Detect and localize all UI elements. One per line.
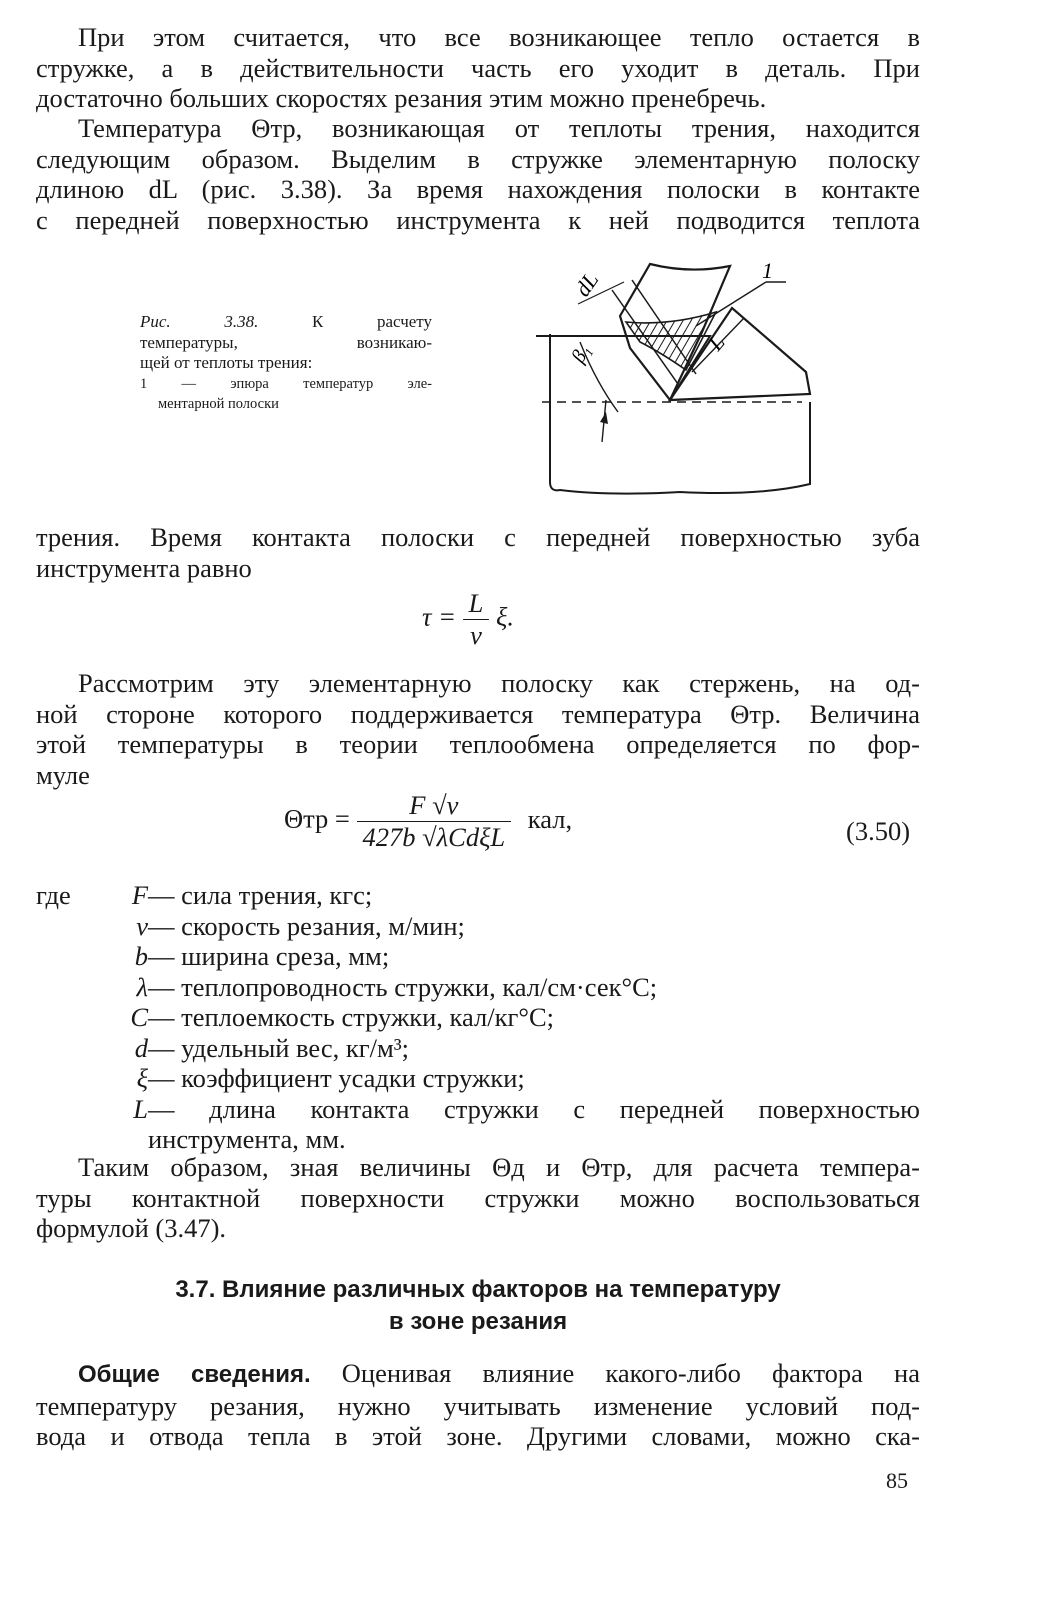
definition-row [36, 941, 920, 972]
definition-row [36, 880, 920, 911]
definition-text: — коэффициент усадки стружки; [148, 1063, 525, 1093]
text-line: следующим образом. Выделим в стружке элементарную полоску [36, 143, 920, 174]
label-1: 1 [762, 258, 773, 283]
definition-row [36, 1033, 920, 1064]
formula-lhs: Θтр = [284, 803, 350, 834]
formula-denominator: v [470, 620, 482, 650]
formula-rhs: ξ. [496, 601, 514, 632]
definition-text: — сила трения, кгс; [148, 880, 373, 910]
equation-number: (3.50) [846, 816, 911, 846]
text-line: Рассмотрим эту элементарную полоску как стержень, на од- [78, 668, 920, 698]
text-line: Оценивая влияние какого-либо фактора на [341, 1358, 920, 1388]
paragraph-6 [36, 1358, 920, 1452]
text-line: Температура Θтр, возникающая от теплоты трения, находится [78, 113, 920, 143]
definition-symbol: L [133, 1093, 148, 1124]
definition-symbol [36, 1124, 148, 1155]
heading-line: 3.7. Влияние различных факторов на температуру [175, 1276, 781, 1303]
formula-denominator: 427b √λCdξL [362, 822, 506, 852]
paragraph-5 [36, 1152, 920, 1244]
definition-row [36, 1124, 920, 1155]
text-line: температуру резания, нужно учитывать изменение условий под- [36, 1390, 920, 1421]
paragraph-2 [36, 113, 920, 235]
definition-symbol: v [136, 910, 148, 941]
text-line: стружке, а в действительности часть его уходит в деталь. При [36, 52, 920, 83]
definitions-list [36, 880, 920, 1155]
text-line: ной стороне которого поддерживается температура Θтр. Величина [36, 698, 920, 729]
formula-numerator: L [468, 588, 484, 618]
definition-row [36, 911, 920, 942]
formula-lhs: τ = [422, 601, 456, 632]
text-line: вода и отвода тепла в этой зоне. Другими словами, можно ска- [36, 1421, 920, 1451]
text-line: формулой (3.47). [36, 1213, 227, 1243]
text-line: муле [36, 759, 90, 790]
paragraph-4 [36, 668, 920, 790]
formula-theta [284, 790, 572, 853]
definitions-intro: где [36, 880, 71, 910]
definition-symbol: C [130, 1002, 148, 1032]
text-line: туры контактной поверхности стружки можно воспользоваться [36, 1182, 920, 1213]
paragraph-1 [36, 22, 920, 114]
label-beta: β₁ [567, 340, 595, 367]
definition-symbol: ξ [136, 1063, 148, 1093]
figure-ref: Рис. 3.38. [140, 312, 259, 331]
caption-line: К расчету [311, 312, 432, 331]
definition-symbol: λ [136, 971, 148, 1002]
figure-caption [140, 312, 432, 415]
definition-text: — теплопроводность стружки, кал/см·сек°С; [148, 971, 658, 1002]
definition-text: инструмента, мм. [148, 1124, 346, 1154]
chip-contact-figure [520, 252, 820, 500]
leader-line [696, 282, 766, 326]
lead-in: Общие сведения. [78, 1361, 311, 1388]
text-line: трения. Время контакта полоски с передней поверхностью зуба [36, 522, 920, 552]
legend-line: 1 — эпюра температур эле- [140, 375, 432, 392]
definition-row [36, 1063, 920, 1094]
text-line: При этом считается, что все возникающее тепло остается в [78, 22, 920, 52]
label-dL: dL [569, 267, 604, 301]
page-number: 85 [886, 1468, 908, 1493]
definition-text: — удельный вес, кг/м³; [148, 1032, 410, 1063]
paragraph-3 [36, 522, 920, 583]
section-heading [36, 1274, 920, 1338]
formula-tau [422, 588, 514, 651]
text-line: с передней поверхностью инструмента к ней подводится теплота [36, 204, 920, 235]
formula-numerator: F √v [409, 790, 459, 820]
caption-line: щей от теплоты трения: [140, 353, 313, 372]
definition-row [36, 972, 920, 1003]
text-line: этой температуры в теории теплообмена определяется по фор- [36, 729, 920, 759]
text-line: инструмента равно [36, 552, 252, 583]
text-line: достаточно больших скоростях резания этим можно пренебречь. [36, 83, 767, 113]
definition-row [36, 1002, 920, 1033]
definition-text: — ширина среза, мм; [148, 941, 390, 971]
definition-symbol: b [134, 941, 148, 971]
definition-row [36, 1094, 920, 1125]
definition-text: — теплоемкость стружки, кал/кг°С; [148, 1002, 554, 1032]
definition-text: — длина контакта стружки с передней поверхностью [148, 1093, 920, 1124]
formula-unit: кал, [527, 803, 573, 834]
definition-text: — скорость резания, м/мин; [148, 910, 465, 941]
heading-line: в зоне резания [388, 1308, 568, 1335]
text-line: длиною dL (рис. 3.38). За время нахождения полоски в контакте [36, 174, 920, 204]
label-L: L [702, 329, 730, 356]
definition-symbol: d [134, 1032, 148, 1063]
legend-line: ментарной полоски [158, 396, 279, 412]
definition-symbol: F [131, 880, 148, 910]
text-line: Таким образом, зная величины Θд и Θтр, для расчета темпера- [78, 1152, 920, 1182]
caption-line: температуры, возникаю- [140, 332, 432, 352]
